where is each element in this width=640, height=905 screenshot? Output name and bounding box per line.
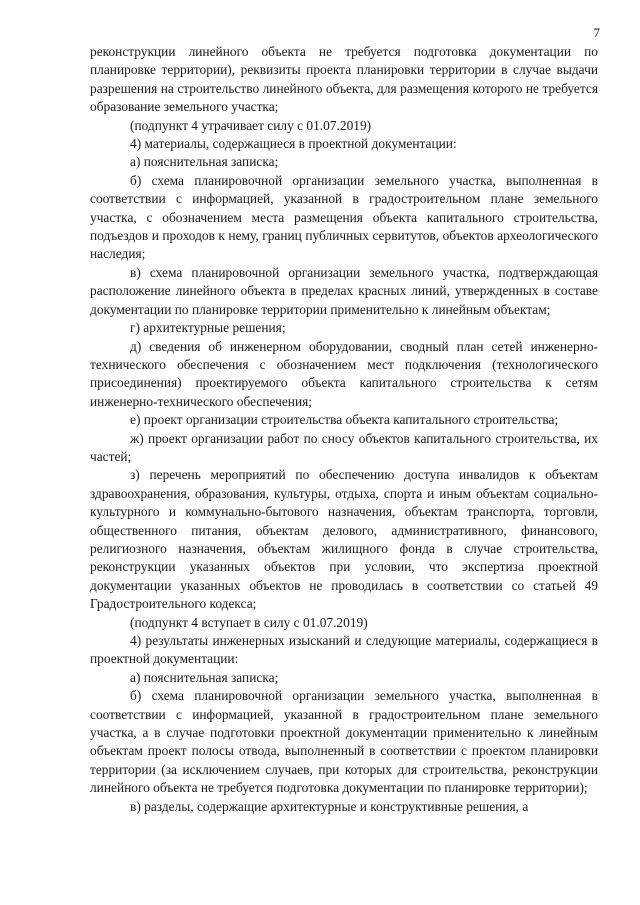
list-item: б) схема планировочной организации земельного участка, выполненная в соответствии с информацией, указанной в градостроительном плане земельного участка, с обозначением места размещения объекта капитального строительства, подъездов и проходов к нему, границ публичных сервитутов, объектов археологического наследия; (90, 172, 598, 262)
page-number: 7 (593, 25, 600, 40)
paragraph: 4) материалы, содержащиеся в проектной документации: (130, 136, 457, 152)
list-item: в) схема планировочной организации земельного участка, подтверждающая расположение линейного объекта в пределах красных линий, утвержденных в составе документации по планировке территории применительно к линейным объектам; (90, 264, 598, 317)
list-item: е) проект организации строительства объекта капитального строительства; (130, 412, 559, 428)
list-item: а) пояснительная записка; (130, 669, 279, 685)
list-item: г) архитектурные решения; (130, 320, 286, 336)
list-item: ж) проект организации работ по сносу объектов капитального строительства, их частей; (90, 430, 598, 464)
document-body (90, 43, 598, 816)
paragraph: 4) результаты инженерных изысканий и следующие материалы, содержащиеся в проектной документации: (90, 633, 598, 667)
amendment-note: (подпункт 4 утрачивает силу с 01.07.2019) (130, 117, 372, 133)
list-item: б) схема планировочной организации земельного участка, выполненная в соответствии с информацией, указанной в градостроительном плане земельного участка, а в случае подготовки проектной документации применительно к линейным объектам проект полосы отвода, выполненный в соответствии с проектом планировки территории (за исключением случаев, при которых для строительства, реконструкции линейного объекта не требуется подготовка документации по планировке территории); (90, 688, 598, 796)
list-item: з) перечень мероприятий по обеспечению доступа инвалидов к объектам здравоохранения, образования, культуры, отдыха, спорта и иным объектам социально-культурного и коммунально-бытового назначения, объектам транспорта, торговли, общественного питания, объектам делового, административного, финансового, религиозного назначения, объектам жилищного фонда в случае строительства, реконструкции указанных объектов при условии, что экспертиза проектной документации указанных объектов не проводилась в соответствии со статьей 49 Градостроительного кодекса; (90, 467, 598, 612)
amendment-note: (подпункт 4 вступает в силу с 01.07.2019) (130, 614, 368, 630)
list-item: а) пояснительная записка; (130, 154, 279, 170)
list-item: в) разделы, содержащие архитектурные и конструктивные решения, а (130, 798, 529, 814)
list-item: д) сведения об инженерном оборудовании, сводный план сетей инженерно-технического обеспечения с обозначением мест подключения (технологического присоединения) проектируемого объекта капитального строительства к сетям инженерно-технического обеспечения; (90, 338, 598, 409)
paragraph: реконструкции линейного объекта не требуется подготовка документации по планировке территории), реквизиты проекта планировки территории в случае выдачи разрешения на строительство линейного объекта, для размещения которого не требуется образование земельного участка; (90, 44, 598, 115)
